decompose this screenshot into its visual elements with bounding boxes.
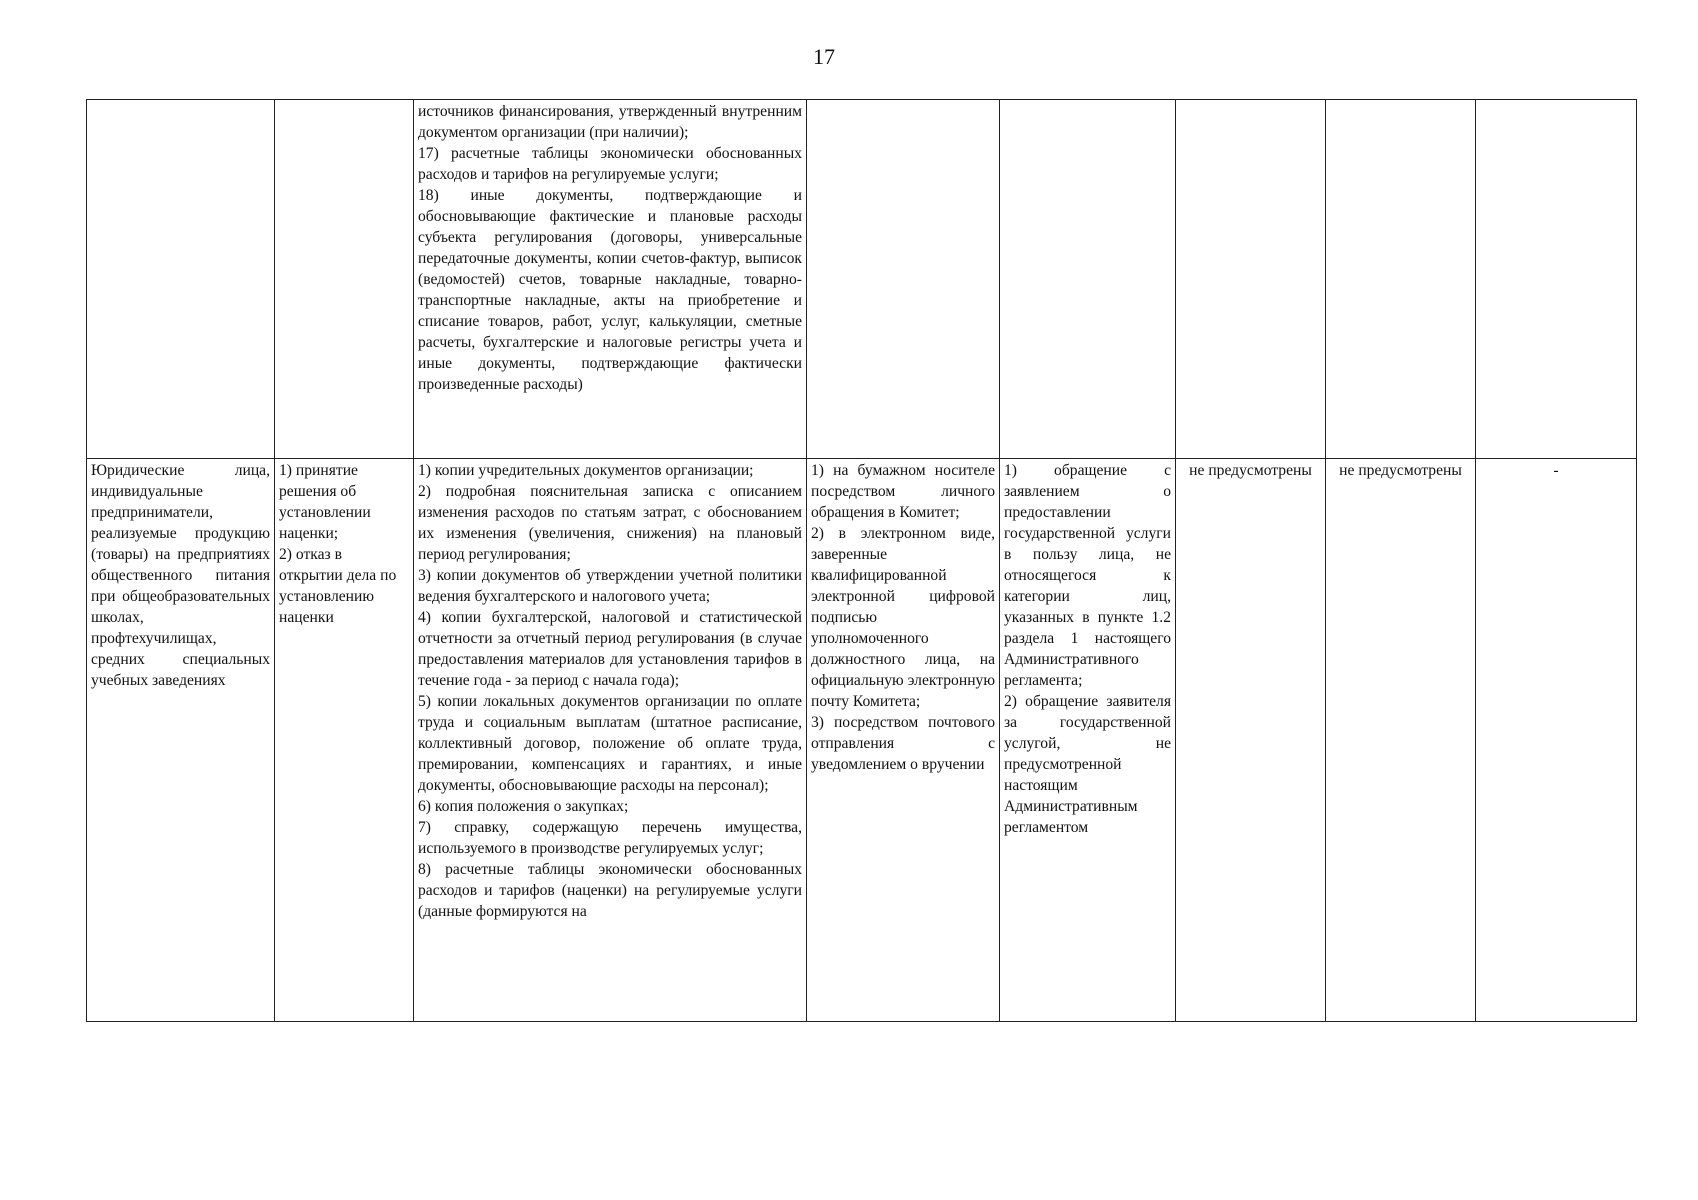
submission-cell [807,100,1000,459]
applicant-cell [87,100,275,459]
document-item: источников финансирования, утвержденный внутренним документом организации (при наличии); [418,103,802,141]
fee-cell [1476,100,1637,459]
result-item: 2) отказ в открытии дела по установлению наценки [279,546,397,626]
applicant-cell: Юридические лица, индивидуальные предприниматели, реализуемые продукцию (товары) на предприятиях общественного питания при общеобразовательных школах, профтехучилищах, средних специальных учебных заведениях [87,459,275,1022]
document-item: 17) расчетные таблицы экономически обоснованных расходов и тарифов на регулируемые услуги; [418,145,802,183]
document-item: 4) копии бухгалтерской, налоговой и статистической отчетности за отчетный период регулирования (в случае предоставления материалов для установления тарифов в течение года - за период с начала года); [418,609,802,689]
suspension-cell: не предусмотрены [1176,459,1326,1022]
document-item: 5) копии локальных документов организации по оплате труда и социальным выплатам (штатное расписание, коллективный договор, положение об оплате труда, премировании, компенсациях и гарантиях, и иные документы, обосновывающие расходы на персонал); [418,693,802,794]
refusal-cell [1000,459,1176,1022]
refusal-item: 1) обращение с заявлением о предоставлении государственной услуги в пользу лица, не относящегося к категории лиц, указанных в пункте 1.2 раздела 1 настоящего Административного регламента; [1004,462,1171,689]
document-item: 7) справку, содержащую перечень имущества, используемого в производстве регулируемых услуг; [418,819,802,857]
page-number: 17 [813,44,835,69]
table-row [87,459,1637,1022]
submission-item: 1) на бумажном носителе посредством личного обращения в Комитет; [811,462,995,521]
refusal-cell [1000,100,1176,459]
result-cell [275,459,414,1022]
result-cell [275,100,414,459]
suspension-cell [1176,100,1326,459]
refusal-item: 2) обращение заявителя за государственной услугой, не предусмотренной настоящим Административным регламентом [1004,693,1171,836]
documents-cell [414,100,807,459]
submission-item: 3) посредством почтового отправления с уведомлением о вручении [811,714,995,773]
document-item: 18) иные документы, подтверждающие и обосновывающие фактические и плановые расходы субъекта регулирования (договоры, универсальные передаточные документы, копии счетов-фактур, выписок (ведомостей) счетов, товарные накладные, товарно-транспортные накладные, акты на приобретение и списание товаров, работ, услуг, калькуляции, сметные расчеты, бухгалтерские и налоговые регистры учета и иные документы, подтверждающие фактически произведенные расходы) [418,187,802,393]
denial-cell [1326,100,1476,459]
submission-cell [807,459,1000,1022]
document-item: 1) копии учредительных документов организации; [418,462,754,479]
regulation-table [86,99,1637,1022]
document-item: 3) копии документов об утверждении учетной политики ведения бухгалтерского и налогового учета; [418,567,802,605]
submission-item: 2) в электронном виде, заверенные квалифицированной электронной цифровой подписью уполномоченного должностного лица, на официальную электронную почту Комитета; [811,525,995,710]
denial-cell: не предусмотрены [1326,459,1476,1022]
documents-cell [414,459,807,1022]
table-row [87,100,1637,459]
document-item: 6) копия положения о закупках; [418,798,629,815]
result-item: 1) принятие решения об установлении наценки; [279,462,371,542]
fee-cell: - [1476,459,1637,1022]
document-item: 8) расчетные таблицы экономически обоснованных расходов и тарифов (наценки) на регулируемые услуги (данные формируются на [418,861,802,920]
document-item: 2) подробная пояснительная записка с описанием изменения расходов по статьям затрат, с обоснованием их изменения (увеличения, снижения) на плановый период регулирования; [418,483,802,563]
